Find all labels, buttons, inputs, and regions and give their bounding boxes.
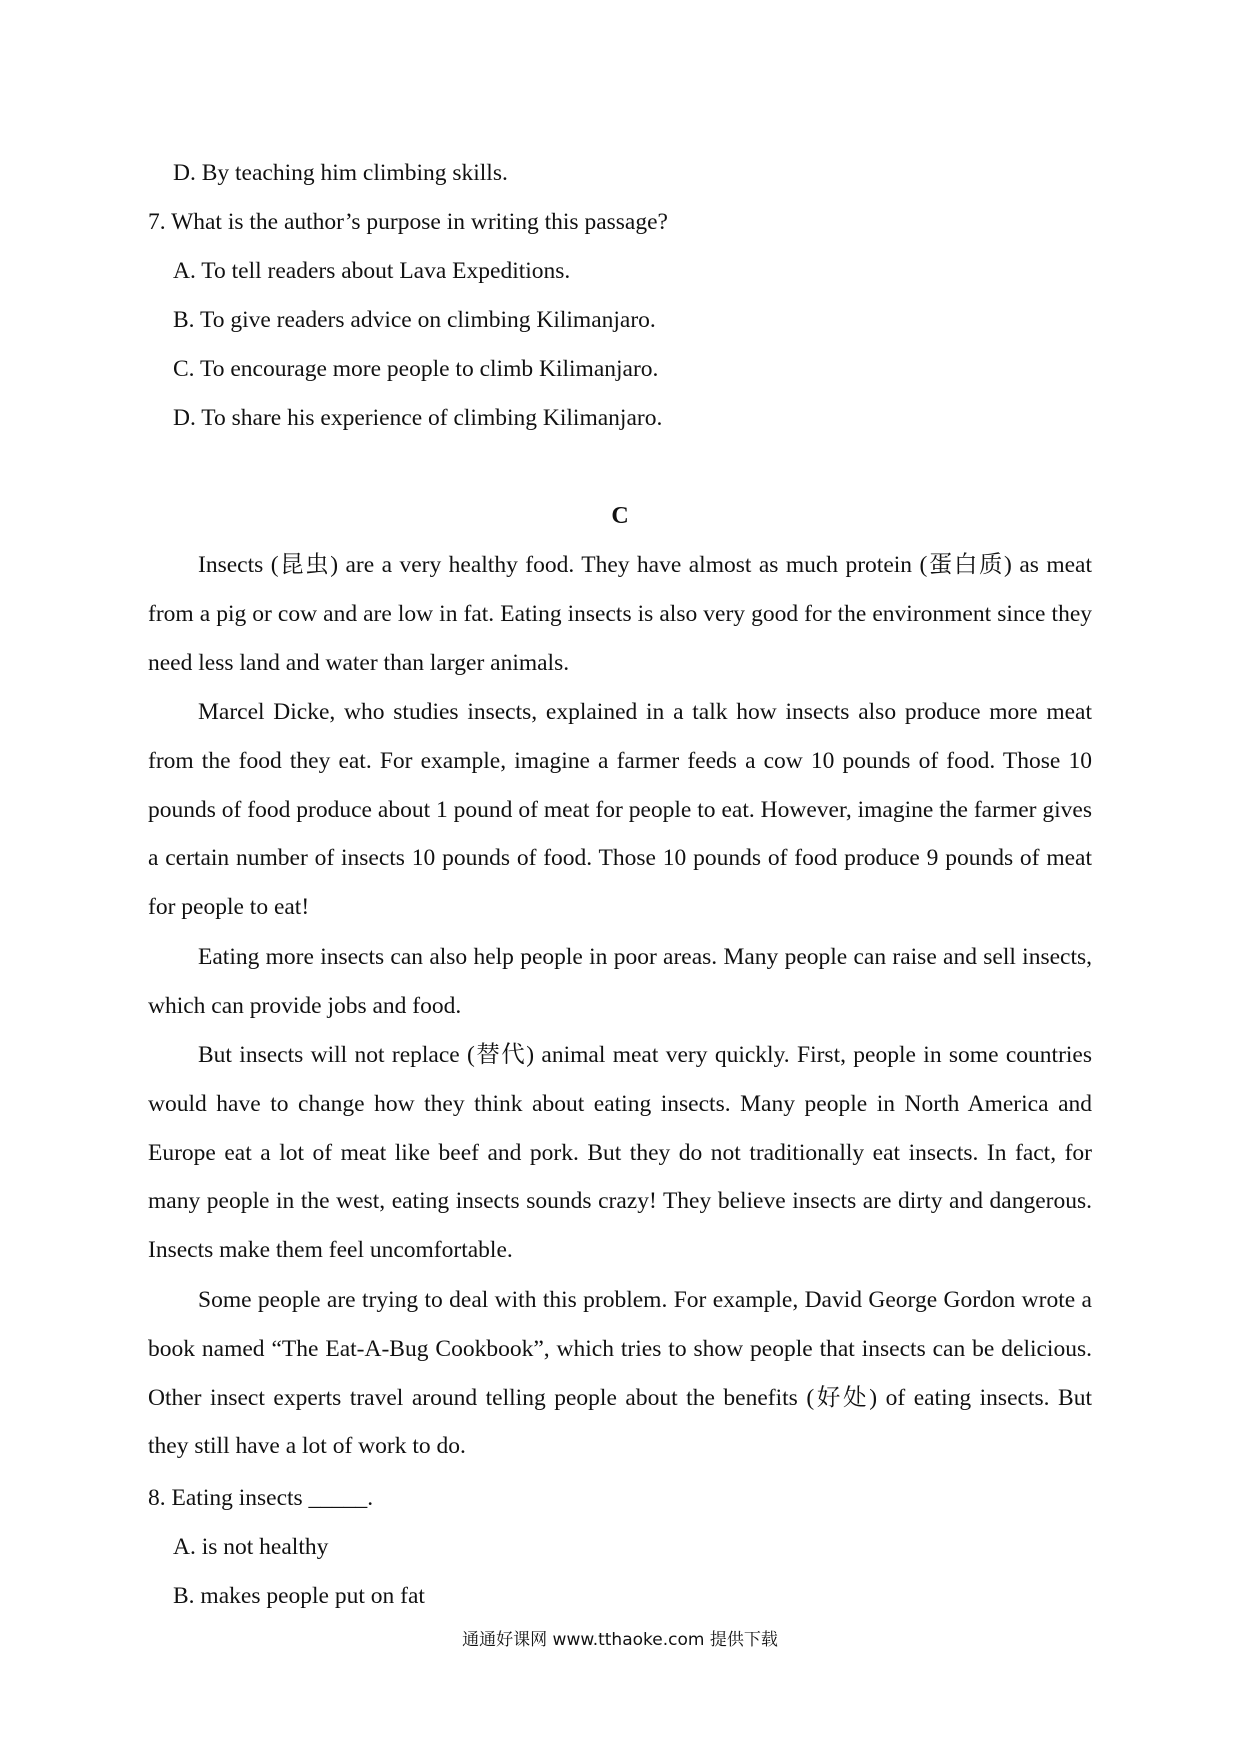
q7-stem: 7. What is the author’s purpose in writing this passage?: [148, 209, 668, 235]
page-footer: 通通好课网 www.tthaoke.com 提供下载: [462, 1630, 778, 1650]
q6-option-d: D. By teaching him climbing skills.: [173, 160, 508, 186]
q7-option-a: A. To tell readers about Lava Expeditions.: [173, 258, 571, 284]
section-heading: C: [611, 503, 629, 529]
q7-option-b: B. To give readers advice on climbing Kilimanjaro.: [173, 307, 656, 333]
passage-paragraph-5: Some people are trying to deal with this problem. For example, David George Gordon wrote a book named “The Eat-A-Bug Cookbook”, which tries to show people that insects can be delicious. Other insect experts travel around telling people about the benefits (好处) of eating insects. But they still have a lot of work to do.: [148, 1287, 1092, 1460]
q8-stem: 8. Eating insects _____.: [148, 1485, 374, 1511]
passage-paragraph-2: Marcel Dicke, who studies insects, explained in a talk how insects also produce more meat from the food they eat. For example, imagine a farmer feeds a cow 10 pounds of food. Those 10 pounds of food produce about 1 pound of meat for people to eat. However, imagine the farmer gives a certain number of insects 10 pounds of food. Those 10 pounds of food produce 9 pounds of meat for people to eat!: [148, 699, 1092, 921]
passage-paragraph-3: Eating more insects can also help people in poor areas. Many people can raise and sell insects, which can provide jobs and food.: [148, 944, 1092, 1019]
q7-option-c: C. To encourage more people to climb Kilimanjaro.: [173, 356, 659, 382]
q8-option-b: B. makes people put on fat: [173, 1583, 425, 1609]
passage-paragraph-4: But insects will not replace (替代) animal meat very quickly. First, people in some countries would have to change how they think about eating insects. Many people in North America and Europe eat a lot of meat like beef and pork. But they do not traditionally eat insects. In fact, for many people in the west, eating insects sounds crazy! They believe insects are dirty and dangerous. Insects make them feel uncomfortable.: [148, 1042, 1092, 1264]
q8-option-a: A. is not healthy: [173, 1534, 329, 1560]
q7-option-d: D. To share his experience of climbing Kilimanjaro.: [173, 405, 663, 431]
passage-paragraph-1: Insects (昆虫) are a very healthy food. They have almost as much protein (蛋白质) as meat from a pig or cow and are low in fat. Eating insects is also very good for the environment since they need less land and water than larger animals.: [148, 552, 1092, 676]
